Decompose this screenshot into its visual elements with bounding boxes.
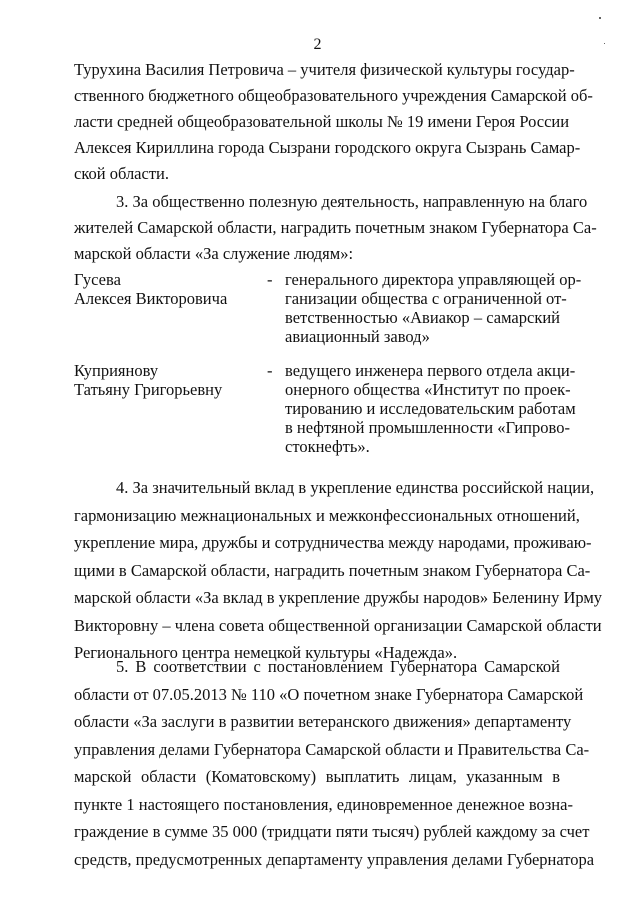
paragraph-5 <box>74 653 595 873</box>
awardee-position <box>285 270 582 346</box>
text-line: авиационный завод» <box>285 327 430 346</box>
text-line: Викторовну – члена совета общественной организации Самарской области <box>74 615 602 635</box>
page-number: 2 <box>313 36 322 53</box>
awardee-dash: - <box>267 361 273 380</box>
text-line: ведущего инженера первого отдела акци- <box>285 361 576 380</box>
awardee-dash: - <box>267 270 273 289</box>
text-line: марской области (Коматовскому) выплатить лицам, указанным в <box>74 767 560 786</box>
text-line: ветственностью «Авиакор – самарский <box>285 308 560 327</box>
awardee-name <box>74 361 274 399</box>
text-line: 3. За общественно полезную деятельность, направленную на благо <box>116 192 588 211</box>
text-line: жителей Самарской области, наградить почетным знаком Губернатора Са- <box>74 218 597 237</box>
awardee-surname: Куприянову <box>74 361 159 380</box>
text-line: ской области. <box>74 164 169 183</box>
text-line: 5. В соответствии с постановлением Губернатора Самарской <box>116 657 560 676</box>
text-line: гармонизацию межнациональных и межконфессиональных отношений, <box>74 505 580 525</box>
text-line: ганизации общества с ограниченной от- <box>285 289 567 308</box>
text-line: марской области «За служение людям»: <box>74 244 354 263</box>
paragraph-3 <box>74 189 597 267</box>
text-line: области от 07.05.2013 № 110 «О почетном знаке Губернатора Самарской <box>74 684 584 704</box>
text-line: Регионального центра немецкой культуры «Надежда». <box>74 643 458 662</box>
text-line: марской области «За вклад в укрепление дружбы народов» Беленину Ирму <box>74 588 603 607</box>
text-line: укрепление мира, дружбы и сотрудничества между народами, проживаю- <box>74 533 592 552</box>
text-line: в нефтяной промышленности «Гипрово- <box>285 418 570 437</box>
text-line: щими в Самарской области, наградить почетным знаком Губернатора Са- <box>74 560 591 580</box>
text-line: генерального директора управляющей ор- <box>285 270 582 289</box>
awardee-given-names: Алексея Викторовича <box>74 289 228 308</box>
text-line: тированию и исследовательским работам <box>285 399 576 418</box>
paragraph-4 <box>74 474 603 667</box>
awardee-given-names: Татьяну Григорьевну <box>74 380 223 399</box>
text-line: пункте 1 настоящего постановления, единовременное денежное возна- <box>74 794 573 814</box>
text-line: стокнефть». <box>285 437 370 456</box>
text-line: граждение в сумме 35 000 (тридцати пяти тысяч) рублей каждому за счет <box>74 822 590 841</box>
text-line: онерного общества «Институт по проек- <box>285 380 571 399</box>
text-line: средств, предусмотренных департаменту управления делами Губернатора <box>74 849 595 869</box>
awardee-surname: Гусева <box>74 270 121 289</box>
text-line: 4. За значительный вклад в укрепление единства российской нации, <box>116 478 595 497</box>
scan-speck <box>604 43 605 44</box>
text-line: ласти средней общеобразовательной школы № 19 имени Героя России <box>74 112 570 131</box>
awardee-name <box>74 270 274 308</box>
text-line: области «За заслуги в развитии ветеранского движения» департаменту <box>74 712 572 731</box>
paragraph-1 <box>74 57 593 187</box>
text-line: управления делами Губернатора Самарской области и Правительства Са- <box>74 739 590 759</box>
text-line: ственного бюджетного общеобразовательного учреждения Самарской об- <box>74 86 593 105</box>
text-line: Турухина Василия Петровича – учителя физической культуры государ- <box>74 60 575 79</box>
awardee-position <box>285 361 576 456</box>
scan-speck <box>599 17 601 19</box>
text-line: Алексея Кириллина города Сызрани городского округа Сызрань Самар- <box>74 138 581 157</box>
